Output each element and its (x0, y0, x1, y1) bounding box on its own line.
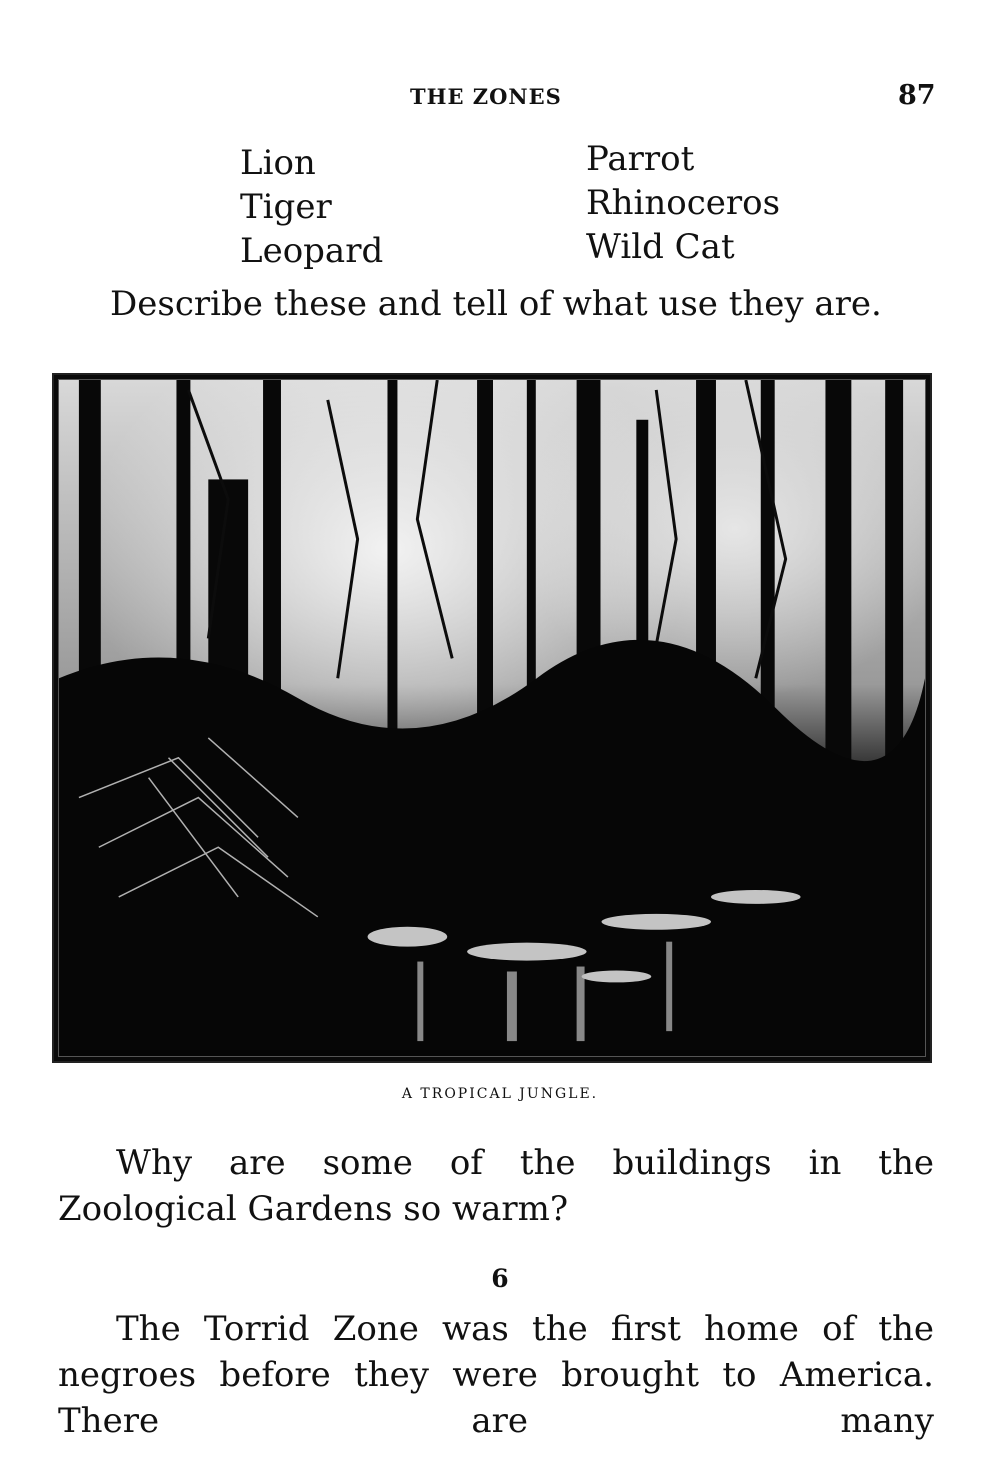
instruction-text: Describe these and tell of what use they are. (110, 284, 882, 324)
running-head (0, 80, 1000, 116)
section-paragraph: The Torrid Zone was the first home of the negroes before they were brought to America. There are many (58, 1309, 934, 1441)
animal-rhinoceros: Rhinoceros (586, 183, 781, 223)
animal-tiger: Tiger (240, 187, 332, 227)
jungle-photo-illustration (59, 380, 925, 1056)
page-number: 87 (898, 80, 936, 111)
animal-lion: Lion (240, 143, 316, 183)
animal-parrot: Parrot (586, 139, 695, 179)
animal-leopard: Leopard (240, 231, 384, 271)
section-number: 6 (491, 1264, 509, 1293)
figure-caption: A TROPICAL JUNGLE. (401, 1086, 599, 1102)
animal-wild-cat: Wild Cat (586, 227, 735, 267)
running-title: THE ZONES (410, 84, 562, 109)
question-paragraph: Why are some of the buildings in the Zoological Gardens so warm? (58, 1143, 934, 1229)
jungle-photograph (52, 373, 932, 1063)
